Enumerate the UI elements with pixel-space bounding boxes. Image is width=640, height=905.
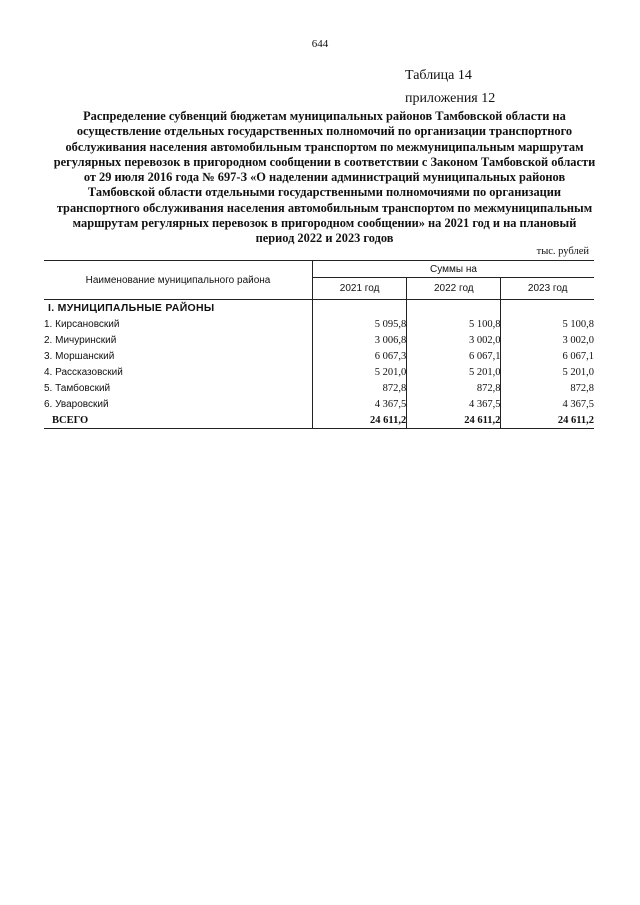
district-name: 5. Тамбовский	[44, 380, 313, 396]
table-row	[44, 316, 594, 332]
column-header-name: Наименование муниципального района	[44, 261, 313, 300]
column-header-2022: 2022 год	[407, 278, 501, 300]
value-2023: 5 201,0	[562, 366, 594, 378]
district-name: 6. Уваровский	[44, 396, 313, 412]
table-row	[44, 332, 594, 348]
document-title: Распределение субвенций бюджетам муниципальных районов Тамбовской области на осуществление отдельных государственных полномочий по организации транспортного обслуживания населения автомобильным транспортом по межмуниципальным маршрутам регулярных перевозок в пригородном сообщении в соответствии с Законом Тамбовской области от 29 июля 2016 года № 697-З «О наделении администраций муниципальных районов Тамбовской области отдельными государственными полномочиями по организации транспортного обслуживания населения автомобильным транспортом по межмуниципальным маршрутам регулярных перевозок в пригородном сообщении» на 2021 год и на плановый период 2022 и 2023 годов	[53, 109, 596, 246]
column-header-2021: 2021 год	[313, 278, 407, 300]
district-name: 4. Рассказовский	[44, 364, 313, 380]
table-row	[44, 380, 594, 396]
value-2021: 3 006,8	[313, 332, 407, 348]
value-2021: 5 095,8	[313, 316, 407, 332]
total-label: ВСЕГО	[44, 412, 313, 429]
value-2021: 4 367,5	[313, 396, 407, 412]
section-label: I. МУНИЦИПАЛЬНЫЕ РАЙОНЫ	[48, 302, 215, 314]
total-2022: 24 611,2	[407, 412, 501, 429]
value-2023: 872,8	[570, 382, 594, 394]
total-2021: 24 611,2	[313, 412, 407, 429]
value-2022: 6 067,1	[407, 348, 501, 364]
appendix-number: приложения 12	[405, 91, 496, 106]
district-name: 2. Мичуринский	[44, 332, 313, 348]
section-row	[44, 300, 594, 317]
value-2021: 872,8	[313, 380, 407, 396]
table-row	[44, 364, 594, 380]
column-header-sums: Суммы на	[313, 261, 595, 278]
value-2022: 872,8	[407, 380, 501, 396]
page-number: 644	[311, 38, 329, 50]
value-2021: 6 067,3	[313, 348, 407, 364]
value-2021: 5 201,0	[313, 364, 407, 380]
subventions-table	[44, 260, 594, 429]
table-row	[44, 396, 594, 412]
value-2022: 5 100,8	[407, 316, 501, 332]
value-2022: 5 201,0	[407, 364, 501, 380]
table-number: Таблица 14	[405, 68, 472, 83]
value-2023: 6 067,1	[562, 350, 594, 362]
total-row	[44, 412, 594, 429]
total-2023: 24 611,2	[501, 412, 594, 429]
district-name: 1. Кирсановский	[44, 316, 313, 332]
district-name: 3. Моршанский	[44, 348, 313, 364]
table-row	[44, 348, 594, 364]
value-2022: 3 002,0	[407, 332, 501, 348]
value-2023: 5 100,8	[562, 318, 594, 330]
value-2023: 4 367,5	[562, 398, 594, 410]
units-label: тыс. рублей	[536, 246, 589, 257]
value-2022: 4 367,5	[407, 396, 501, 412]
column-header-2023: 2023 год	[501, 278, 594, 300]
value-2023: 3 002,0	[562, 334, 594, 346]
